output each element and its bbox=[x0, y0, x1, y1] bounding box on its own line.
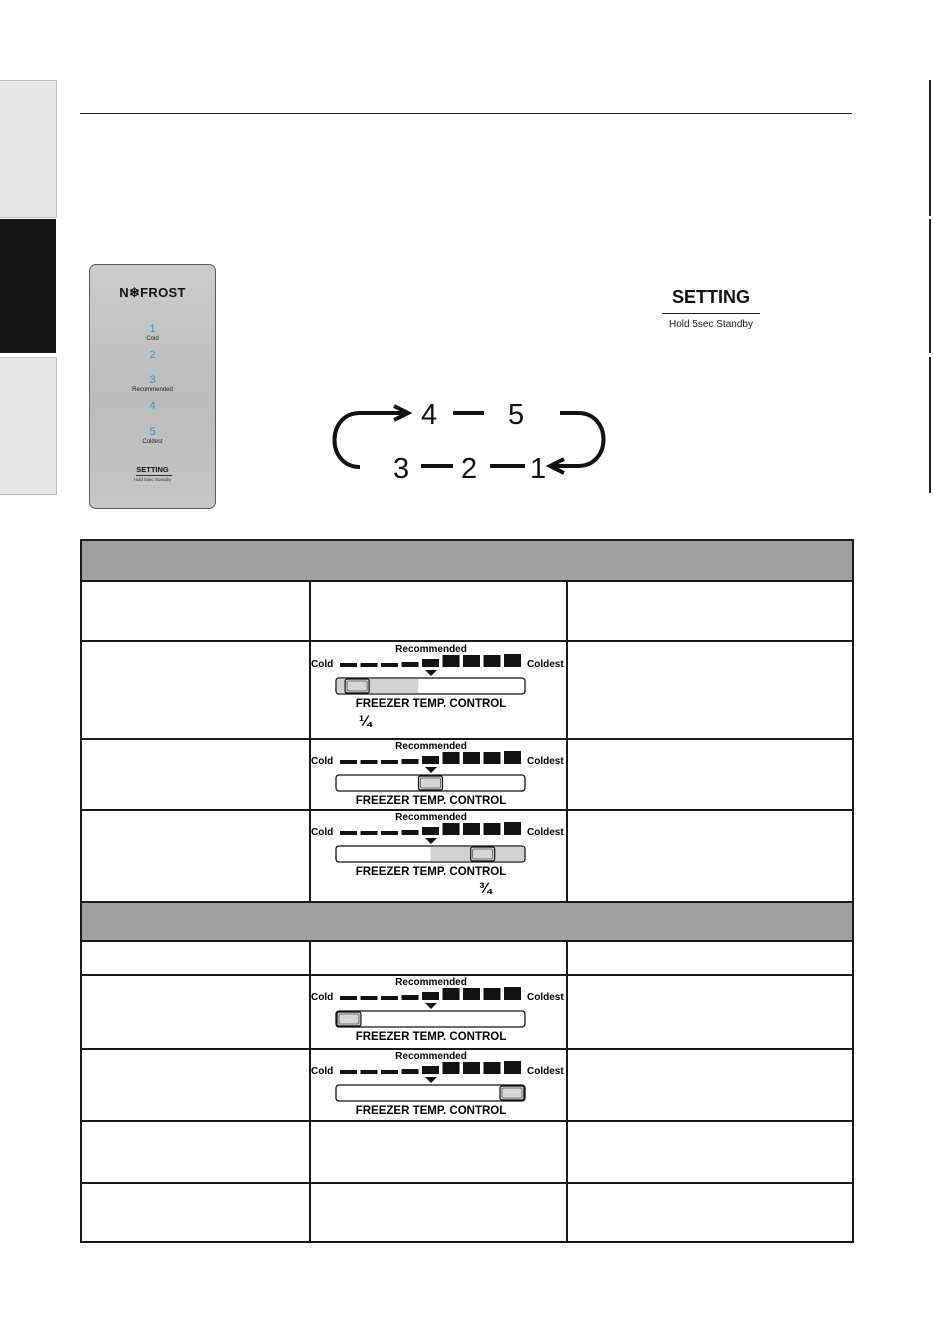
cycle-number-5: 5 bbox=[508, 399, 525, 431]
right-loop-arrow bbox=[554, 413, 604, 466]
row-line bbox=[82, 580, 852, 582]
level-segment bbox=[361, 1070, 378, 1074]
level-segment bbox=[340, 831, 357, 835]
edge-mark bbox=[929, 219, 931, 353]
recommended-marker bbox=[425, 838, 437, 844]
level-segment bbox=[443, 823, 460, 835]
cold-label: Cold bbox=[311, 992, 334, 1003]
level-segment bbox=[504, 654, 521, 667]
level-segment bbox=[463, 752, 480, 764]
gauge-track bbox=[336, 1085, 525, 1101]
level-segment bbox=[443, 752, 460, 764]
level-segment bbox=[422, 756, 439, 764]
level-segment bbox=[463, 655, 480, 667]
setting-button-label: SETTING bbox=[671, 287, 750, 307]
coldest-label: Coldest bbox=[527, 659, 564, 670]
level-segment bbox=[443, 988, 460, 1000]
control-label: FREEZER TEMP. CONTROL bbox=[355, 1031, 507, 1041]
cold-label: Cold bbox=[311, 1066, 334, 1077]
recommended-marker bbox=[425, 670, 437, 676]
level-segment bbox=[504, 822, 521, 835]
level-segment bbox=[422, 659, 439, 667]
level-segment bbox=[340, 996, 357, 1000]
brand-logo: N❄FROST bbox=[119, 285, 186, 300]
freezer-gauge-1 bbox=[311, 642, 566, 708]
level-segment bbox=[381, 831, 398, 835]
level-segment bbox=[340, 760, 357, 764]
level-segment bbox=[381, 1070, 398, 1074]
level-1: 1 Cold bbox=[146, 323, 159, 342]
freezer-gauge-3 bbox=[311, 810, 566, 876]
recommended-label: Recommended bbox=[395, 1051, 467, 1062]
cold-label: Cold bbox=[311, 659, 334, 670]
level-segment bbox=[504, 987, 521, 1000]
top-rule bbox=[80, 113, 852, 114]
recommended-marker bbox=[425, 1003, 437, 1009]
level-segment bbox=[504, 751, 521, 764]
freezer-gauge-2 bbox=[311, 739, 566, 805]
edge-mark bbox=[929, 357, 931, 493]
level-segment bbox=[422, 827, 439, 835]
setting-cycle-diagram bbox=[320, 390, 620, 490]
level-segment bbox=[484, 1062, 501, 1074]
level-segment bbox=[484, 823, 501, 835]
coldest-label: Coldest bbox=[527, 992, 564, 1003]
cold-label: Cold bbox=[311, 756, 334, 767]
level-segment bbox=[402, 830, 419, 835]
control-panel bbox=[89, 264, 216, 509]
control-label: FREEZER TEMP. CONTROL bbox=[355, 698, 507, 708]
recommended-label: Recommended bbox=[395, 977, 467, 988]
setting-hold-label: Hold 5sec Standby bbox=[669, 319, 753, 330]
level-segment bbox=[361, 760, 378, 764]
level-segment bbox=[361, 663, 378, 667]
level-segment bbox=[361, 831, 378, 835]
divider bbox=[662, 313, 760, 314]
edge-mark bbox=[929, 80, 931, 216]
coldest-label: Coldest bbox=[527, 827, 564, 838]
side-tab-2-active bbox=[0, 219, 56, 353]
column-line bbox=[566, 582, 568, 902]
level-segment bbox=[340, 1070, 357, 1074]
side-tab-1 bbox=[0, 80, 57, 218]
level-segment bbox=[463, 823, 480, 835]
section-header-1 bbox=[82, 541, 852, 580]
cycle-number-3: 3 bbox=[393, 453, 410, 485]
cycle-number-2: 2 bbox=[461, 453, 478, 485]
panel-hold-label: Hold 5sec Standby bbox=[133, 477, 172, 482]
level-segment bbox=[381, 760, 398, 764]
row-line bbox=[82, 1120, 852, 1122]
level-segment bbox=[381, 996, 398, 1000]
level-segment bbox=[443, 1062, 460, 1074]
level-segment bbox=[402, 995, 419, 1000]
level-segment bbox=[422, 1066, 439, 1074]
level-segment bbox=[484, 752, 501, 764]
level-segment bbox=[340, 663, 357, 667]
side-tab-3 bbox=[0, 357, 57, 495]
level-segment bbox=[463, 988, 480, 1000]
level-segment bbox=[402, 759, 419, 764]
row-line bbox=[82, 940, 852, 942]
level-segment bbox=[422, 992, 439, 1000]
level-5: 5 Coldest bbox=[142, 426, 163, 445]
recommended-label: Recommended bbox=[395, 741, 467, 752]
panel-setting-label: SETTING bbox=[136, 465, 169, 474]
coldest-label: Coldest bbox=[527, 756, 564, 767]
level-segment bbox=[361, 996, 378, 1000]
recommended-label: Recommended bbox=[395, 644, 467, 655]
section-header-2 bbox=[82, 903, 852, 940]
level-segment bbox=[381, 663, 398, 667]
level-segment bbox=[484, 988, 501, 1000]
level-segment bbox=[402, 1069, 419, 1074]
level-segment bbox=[484, 655, 501, 667]
level-4: 4 bbox=[149, 400, 156, 412]
row-line bbox=[82, 1182, 852, 1184]
coldest-label: Coldest bbox=[527, 1066, 564, 1077]
settings-table bbox=[80, 539, 854, 1243]
recommended-label: Recommended bbox=[395, 812, 467, 823]
cycle-number-1: 1 bbox=[530, 453, 547, 485]
level-2: 2 bbox=[149, 349, 156, 361]
control-label: FREEZER TEMP. CONTROL bbox=[355, 795, 507, 805]
freezer-gauge-4 bbox=[311, 975, 566, 1041]
control-label: FREEZER TEMP. CONTROL bbox=[355, 866, 507, 876]
recommended-marker bbox=[425, 767, 437, 773]
fraction-label: ¾ bbox=[479, 880, 492, 897]
level-segment bbox=[402, 662, 419, 667]
freezer-gauge-5 bbox=[311, 1049, 566, 1115]
fraction-label: ¼ bbox=[359, 713, 372, 730]
control-label: FREEZER TEMP. CONTROL bbox=[355, 1105, 507, 1115]
column-line bbox=[566, 942, 568, 1243]
divider bbox=[136, 475, 172, 476]
level-segment bbox=[504, 1061, 521, 1074]
level-segment bbox=[443, 655, 460, 667]
level-segment bbox=[463, 1062, 480, 1074]
cycle-number-4: 4 bbox=[421, 399, 438, 431]
level-3: 3 Recommended bbox=[132, 374, 173, 393]
gauge-track bbox=[336, 1011, 525, 1027]
cold-label: Cold bbox=[311, 827, 334, 838]
recommended-marker bbox=[425, 1077, 437, 1083]
